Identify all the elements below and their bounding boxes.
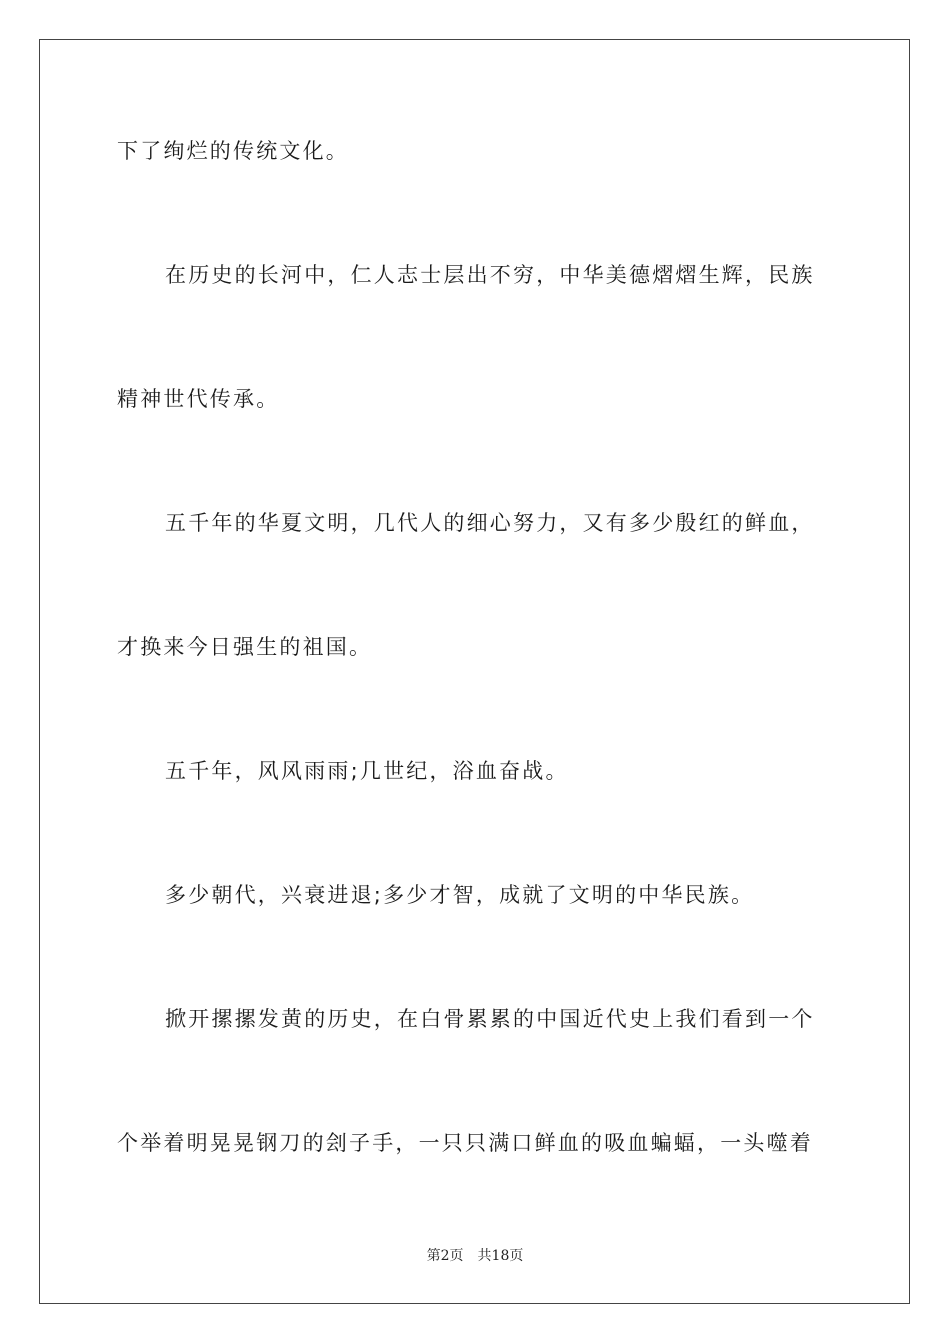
page-frame <box>39 39 910 1304</box>
text-line: 五千年的华夏文明，几代人的细心努力，又有多少殷红的鲜血， <box>165 511 815 535</box>
text-line: 掀开摞摞发黄的历史，在白骨累累的中国近代史上我们看到一个 <box>165 1007 815 1031</box>
text-line: 个举着明晃晃钢刀的刽子手，一只只满口鲜血的吸血蝙蝠，一头噬着 <box>117 1131 813 1155</box>
page-number: 第2页 <box>426 1248 464 1264</box>
text-line: 下了绚烂的传统文化。 <box>117 139 349 163</box>
text-line: 在历史的长河中，仁人志士层出不穷，中华美德熠熠生辉，民族 <box>165 263 815 287</box>
text-line: 多少朝代，兴衰进退;多少才智，成就了文明的中华民族。 <box>165 883 755 907</box>
text-line: 五千年，风风雨雨;几世纪，浴血奋战。 <box>165 759 569 783</box>
page-total: 共18页 <box>477 1248 524 1264</box>
text-line: 精神世代传承。 <box>117 387 280 411</box>
text-line: 才换来今日强生的祖国。 <box>117 635 373 659</box>
page-footer <box>0 1247 950 1265</box>
